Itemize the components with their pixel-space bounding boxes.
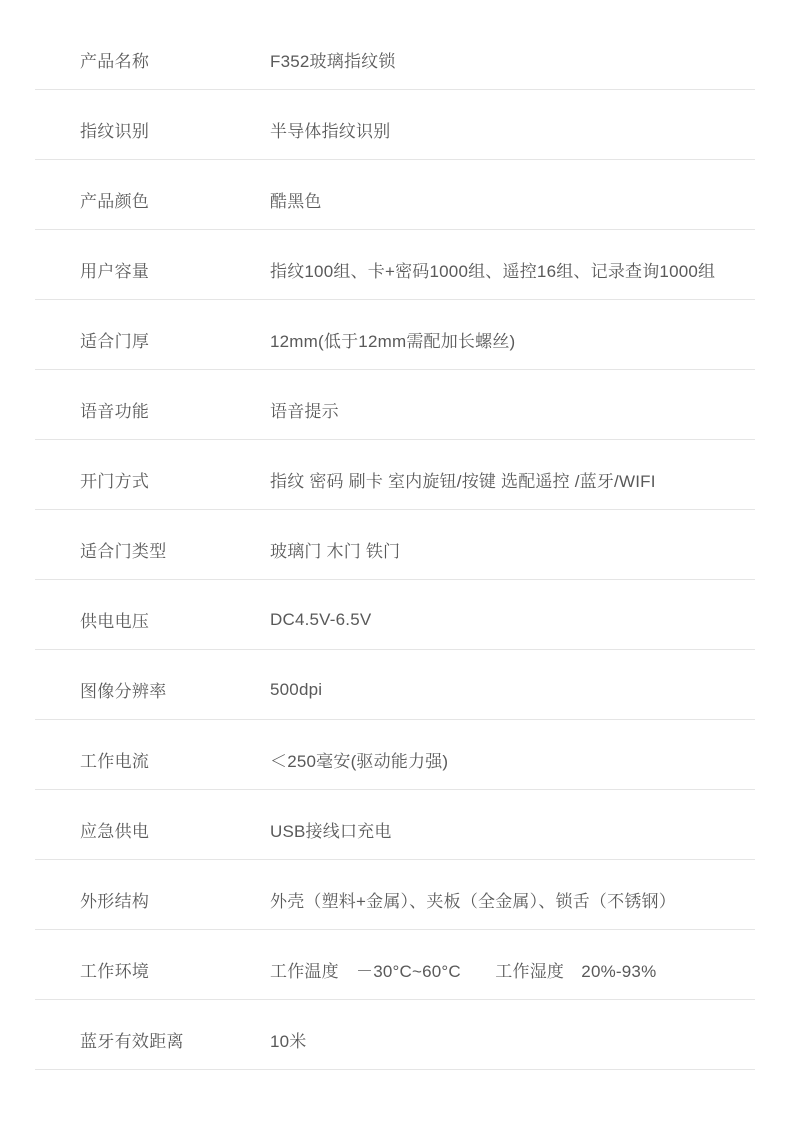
spec-value: F352玻璃指纹锁 bbox=[270, 52, 396, 71]
spec-value: 指纹 密码 刷卡 室内旋钮/按键 选配遥控 /蓝牙/WIFI bbox=[270, 472, 656, 491]
spec-label: 蓝牙有效距离 bbox=[80, 1032, 184, 1051]
spec-value: 半导体指纹识别 bbox=[270, 122, 391, 141]
spec-value: 12mm(低于12mm需配加长螺丝) bbox=[270, 332, 516, 351]
spec-value: 10米 bbox=[270, 1032, 307, 1051]
spec-label: 图像分辨率 bbox=[80, 682, 167, 701]
spec-label: 用户容量 bbox=[80, 262, 150, 281]
spec-row bbox=[35, 860, 755, 930]
spec-value: 玻璃门 木门 铁门 bbox=[270, 542, 401, 561]
spec-row bbox=[35, 1000, 755, 1070]
spec-row bbox=[35, 160, 755, 230]
spec-row bbox=[35, 370, 755, 440]
spec-row bbox=[35, 650, 755, 720]
spec-value: 指纹100组、卡+密码1000组、遥控16组、记录查询1000组 bbox=[270, 262, 716, 281]
spec-row bbox=[35, 510, 755, 580]
spec-value: 工作温度 －30°C~60°C 工作湿度 20%-93% bbox=[270, 962, 657, 981]
spec-value: 酷黑色 bbox=[270, 192, 322, 211]
spec-row bbox=[35, 90, 755, 160]
spec-row bbox=[35, 580, 755, 650]
spec-value: 500dpi bbox=[270, 679, 323, 699]
spec-label: 工作环境 bbox=[80, 962, 150, 981]
spec-value: USB接线口充电 bbox=[270, 822, 392, 841]
spec-label: 外形结构 bbox=[80, 892, 150, 911]
spec-row bbox=[35, 300, 755, 370]
spec-value: 语音提示 bbox=[270, 402, 339, 421]
spec-label: 工作电流 bbox=[80, 752, 150, 771]
spec-value: DC4.5V-6.5V bbox=[270, 609, 372, 629]
spec-row bbox=[35, 790, 755, 860]
spec-label: 产品颜色 bbox=[80, 192, 150, 211]
spec-row bbox=[35, 720, 755, 790]
spec-table bbox=[35, 0, 755, 1070]
spec-label: 产品名称 bbox=[80, 52, 150, 71]
spec-label: 适合门类型 bbox=[80, 542, 167, 561]
spec-label: 指纹识别 bbox=[80, 122, 150, 141]
spec-label: 语音功能 bbox=[80, 402, 150, 421]
spec-value: ＜250毫安(驱动能力强) bbox=[270, 752, 449, 771]
spec-label: 适合门厚 bbox=[80, 332, 150, 351]
spec-label: 应急供电 bbox=[80, 822, 150, 841]
spec-row bbox=[35, 440, 755, 510]
spec-label: 供电电压 bbox=[80, 612, 150, 631]
spec-row bbox=[35, 20, 755, 90]
spec-row bbox=[35, 930, 755, 1000]
spec-row bbox=[35, 230, 755, 300]
spec-label: 开门方式 bbox=[80, 472, 150, 491]
spec-value: 外壳（塑料+金属）、夹板（全金属）、锁舌（不锈钢） bbox=[270, 892, 676, 911]
